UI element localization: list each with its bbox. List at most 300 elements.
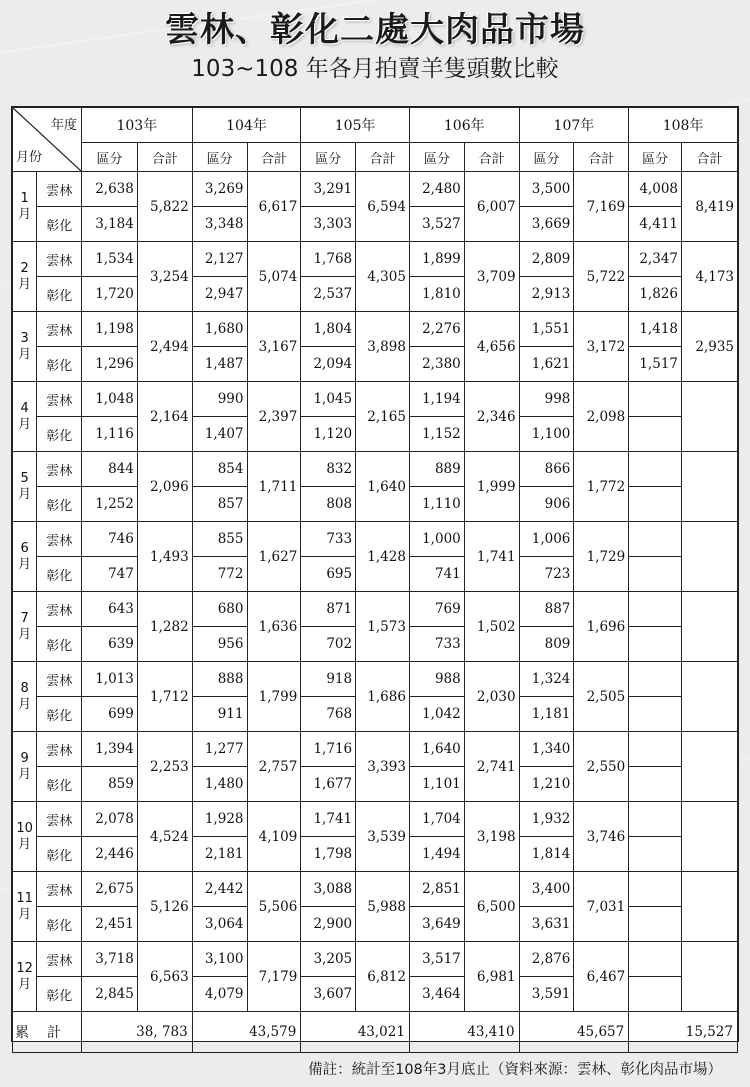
region-label: 彰化	[37, 697, 82, 732]
changhua-count: 2,094	[301, 347, 356, 382]
changhua-count: 1,296	[82, 347, 138, 382]
yunlin-count: 2,851	[409, 872, 464, 907]
corner-header	[13, 108, 82, 172]
changhua-count: 747	[82, 557, 138, 592]
month-total: 2,096	[137, 452, 192, 522]
changhua-count: 857	[192, 487, 247, 522]
month-total: 2,741	[464, 732, 519, 802]
month-total: 2,164	[137, 382, 192, 452]
month-total: 5,074	[247, 242, 301, 312]
changhua-count	[629, 487, 682, 522]
region-label: 雲林	[37, 382, 82, 417]
changhua-count: 1,677	[301, 767, 356, 802]
region-label: 彰化	[37, 837, 82, 872]
table-row	[13, 452, 738, 487]
yunlin-count: 1,680	[192, 312, 247, 347]
month-total: 5,722	[574, 242, 629, 312]
month-number: 3	[20, 330, 29, 346]
changhua-count: 3,607	[301, 977, 356, 1012]
month-total: 6,812	[356, 942, 410, 1012]
changhua-count: 1,798	[301, 837, 356, 872]
month-total	[682, 592, 738, 662]
month-label	[13, 172, 37, 242]
month-total: 5,506	[247, 872, 301, 942]
changhua-count: 1,407	[192, 417, 247, 452]
month-total: 6,007	[464, 172, 519, 242]
table-row	[13, 242, 738, 277]
changhua-count: 3,631	[519, 907, 574, 942]
month-suffix: 月	[18, 906, 32, 922]
yunlin-count: 2,480	[409, 172, 464, 207]
region-label: 彰化	[37, 277, 82, 312]
yunlin-count: 3,517	[409, 942, 464, 977]
month-total: 1,799	[247, 662, 301, 732]
month-label	[13, 942, 37, 1012]
month-total: 6,594	[356, 172, 410, 242]
yunlin-count: 1,394	[82, 732, 138, 767]
month-total: 1,573	[356, 592, 410, 662]
changhua-count	[629, 907, 682, 942]
month-label	[13, 452, 37, 522]
month-number: 4	[20, 400, 29, 416]
month-total: 3,746	[574, 802, 629, 872]
region-column-header: 區分	[409, 143, 464, 172]
changhua-count: 1,181	[519, 697, 574, 732]
month-total: 7,031	[574, 872, 629, 942]
month-total: 6,500	[464, 872, 519, 942]
yunlin-count: 1,418	[629, 312, 682, 347]
month-total: 3,172	[574, 312, 629, 382]
sheep-auction-table	[12, 107, 738, 1053]
yunlin-count: 998	[519, 382, 574, 417]
grand-total-value: 38, 783	[82, 1012, 193, 1053]
yunlin-count: 2,078	[82, 802, 138, 837]
month-number: 8	[20, 680, 29, 696]
changhua-count: 3,669	[519, 207, 574, 242]
page-subtitle: 103~108 年各月拍賣羊隻頭數比較	[191, 56, 559, 82]
changhua-count: 1,120	[301, 417, 356, 452]
yunlin-count: 1,768	[301, 242, 356, 277]
month-label	[13, 382, 37, 452]
month-axis-label: 月份	[16, 150, 43, 165]
region-label: 彰化	[37, 907, 82, 942]
month-total: 6,617	[247, 172, 301, 242]
month-total: 3,393	[356, 732, 410, 802]
changhua-count: 772	[192, 557, 247, 592]
month-total: 1,696	[574, 592, 629, 662]
data-table-container	[11, 106, 739, 1042]
yunlin-count: 3,205	[301, 942, 356, 977]
yunlin-count: 3,269	[192, 172, 247, 207]
yunlin-count: 889	[409, 452, 464, 487]
changhua-count	[629, 837, 682, 872]
month-total	[682, 942, 738, 1012]
yunlin-count: 746	[82, 522, 138, 557]
month-label	[13, 522, 37, 592]
month-total: 1,999	[464, 452, 519, 522]
region-label: 彰化	[37, 347, 82, 382]
yunlin-count: 3,088	[301, 872, 356, 907]
changhua-count	[629, 767, 682, 802]
yunlin-count: 844	[82, 452, 138, 487]
year-header: 106年	[409, 108, 519, 143]
changhua-count: 3,649	[409, 907, 464, 942]
changhua-count: 1,210	[519, 767, 574, 802]
month-label	[13, 592, 37, 662]
changhua-count: 741	[409, 557, 464, 592]
yunlin-count: 988	[409, 662, 464, 697]
changhua-count: 1,110	[409, 487, 464, 522]
total-column-header: 合計	[356, 143, 410, 172]
month-suffix: 月	[18, 486, 32, 502]
month-total: 7,169	[574, 172, 629, 242]
yunlin-count: 1,928	[192, 802, 247, 837]
month-total: 4,109	[247, 802, 301, 872]
month-total: 2,165	[356, 382, 410, 452]
month-total: 4,524	[137, 802, 192, 872]
month-total: 2,397	[247, 382, 301, 452]
yunlin-count: 769	[409, 592, 464, 627]
yunlin-count: 2,876	[519, 942, 574, 977]
month-total: 6,563	[137, 942, 192, 1012]
year-header: 103年	[82, 108, 193, 143]
changhua-count: 1,152	[409, 417, 464, 452]
month-total: 1,282	[137, 592, 192, 662]
total-column-header: 合計	[247, 143, 301, 172]
month-label	[13, 732, 37, 802]
month-total	[682, 802, 738, 872]
changhua-count: 1,116	[82, 417, 138, 452]
month-number: 11	[16, 890, 33, 906]
yunlin-count: 3,500	[519, 172, 574, 207]
month-total	[682, 872, 738, 942]
changhua-count: 2,845	[82, 977, 138, 1012]
month-number: 5	[20, 470, 29, 486]
changhua-count: 3,303	[301, 207, 356, 242]
grand-total-value: 43,410	[409, 1012, 519, 1053]
year-header: 104年	[192, 108, 301, 143]
changhua-count: 1,494	[409, 837, 464, 872]
month-total	[682, 522, 738, 592]
total-column-header: 合計	[682, 143, 738, 172]
month-total: 2,505	[574, 662, 629, 732]
region-label: 彰化	[37, 417, 82, 452]
yunlin-count: 1,277	[192, 732, 247, 767]
table-row	[13, 172, 738, 207]
month-label	[13, 802, 37, 872]
yunlin-count: 871	[301, 592, 356, 627]
yunlin-count: 1,198	[82, 312, 138, 347]
changhua-count: 1,814	[519, 837, 574, 872]
month-total: 1,493	[137, 522, 192, 592]
yunlin-count	[629, 872, 682, 907]
month-total: 1,636	[247, 592, 301, 662]
table-row	[13, 802, 738, 837]
region-label: 雲林	[37, 312, 82, 347]
changhua-count: 1,042	[409, 697, 464, 732]
month-total: 1,712	[137, 662, 192, 732]
total-column-header: 合計	[464, 143, 519, 172]
month-total: 3,198	[464, 802, 519, 872]
grand-total-label: 累計	[13, 1012, 82, 1053]
total-column-header: 合計	[574, 143, 629, 172]
month-total: 1,772	[574, 452, 629, 522]
yunlin-count: 2,276	[409, 312, 464, 347]
month-total: 1,640	[356, 452, 410, 522]
yunlin-count: 854	[192, 452, 247, 487]
changhua-count	[629, 417, 682, 452]
changhua-count: 2,451	[82, 907, 138, 942]
region-label: 彰化	[37, 207, 82, 242]
changhua-count: 695	[301, 557, 356, 592]
month-total: 2,494	[137, 312, 192, 382]
changhua-count: 1,101	[409, 767, 464, 802]
changhua-count: 1,252	[82, 487, 138, 522]
changhua-count: 4,411	[629, 207, 682, 242]
region-column-header: 區分	[301, 143, 356, 172]
yunlin-count: 1,804	[301, 312, 356, 347]
changhua-count: 3,591	[519, 977, 574, 1012]
yunlin-count	[629, 662, 682, 697]
changhua-count: 1,810	[409, 277, 464, 312]
grand-total-value: 43,579	[192, 1012, 301, 1053]
yunlin-count: 1,048	[82, 382, 138, 417]
region-label: 雲林	[37, 802, 82, 837]
table-row	[13, 872, 738, 907]
month-suffix: 月	[18, 836, 32, 852]
region-label: 雲林	[37, 522, 82, 557]
month-suffix: 月	[18, 696, 32, 712]
changhua-count: 2,537	[301, 277, 356, 312]
changhua-count: 2,900	[301, 907, 356, 942]
changhua-count: 809	[519, 627, 574, 662]
yunlin-count: 1,006	[519, 522, 574, 557]
month-suffix: 月	[18, 276, 32, 292]
month-total: 2,550	[574, 732, 629, 802]
changhua-count: 911	[192, 697, 247, 732]
region-label: 彰化	[37, 977, 82, 1012]
yunlin-count: 990	[192, 382, 247, 417]
grand-total-value: 43,021	[301, 1012, 410, 1053]
month-total: 7,179	[247, 942, 301, 1012]
yunlin-count: 1,899	[409, 242, 464, 277]
region-label: 雲林	[37, 732, 82, 767]
month-total: 2,346	[464, 382, 519, 452]
yunlin-count: 733	[301, 522, 356, 557]
month-total: 6,467	[574, 942, 629, 1012]
yunlin-count: 1,640	[409, 732, 464, 767]
changhua-count: 768	[301, 697, 356, 732]
changhua-count: 723	[519, 557, 574, 592]
changhua-count: 906	[519, 487, 574, 522]
yunlin-count: 2,675	[82, 872, 138, 907]
region-label: 彰化	[37, 767, 82, 802]
changhua-count: 702	[301, 627, 356, 662]
yunlin-count: 866	[519, 452, 574, 487]
month-label	[13, 312, 37, 382]
month-number: 1	[20, 190, 29, 206]
region-label: 雲林	[37, 592, 82, 627]
table-row	[13, 732, 738, 767]
month-number: 2	[20, 260, 29, 276]
region-label: 雲林	[37, 242, 82, 277]
month-suffix: 月	[18, 206, 32, 222]
yunlin-count: 918	[301, 662, 356, 697]
yunlin-count: 2,347	[629, 242, 682, 277]
yunlin-count: 4,008	[629, 172, 682, 207]
total-column-header: 合計	[137, 143, 192, 172]
yunlin-count: 2,442	[192, 872, 247, 907]
yunlin-count: 1,534	[82, 242, 138, 277]
changhua-count: 639	[82, 627, 138, 662]
yunlin-count: 1,932	[519, 802, 574, 837]
changhua-count: 1,100	[519, 417, 574, 452]
month-total: 1,428	[356, 522, 410, 592]
yunlin-count: 1,013	[82, 662, 138, 697]
month-total: 1,741	[464, 522, 519, 592]
month-suffix: 月	[18, 626, 32, 642]
month-suffix: 月	[18, 556, 32, 572]
changhua-count	[629, 557, 682, 592]
changhua-count: 808	[301, 487, 356, 522]
changhua-count: 3,184	[82, 207, 138, 242]
yunlin-count: 887	[519, 592, 574, 627]
yunlin-count: 3,718	[82, 942, 138, 977]
changhua-count	[629, 977, 682, 1012]
month-total: 3,254	[137, 242, 192, 312]
yunlin-count	[629, 522, 682, 557]
region-label: 彰化	[37, 487, 82, 522]
yunlin-count: 1,551	[519, 312, 574, 347]
month-number: 7	[20, 610, 29, 626]
changhua-count: 2,380	[409, 347, 464, 382]
yunlin-count	[629, 732, 682, 767]
yunlin-count: 2,638	[82, 172, 138, 207]
changhua-count: 1,621	[519, 347, 574, 382]
yunlin-count	[629, 592, 682, 627]
month-total	[682, 732, 738, 802]
region-label: 雲林	[37, 452, 82, 487]
month-total: 5,822	[137, 172, 192, 242]
yunlin-count: 3,100	[192, 942, 247, 977]
region-label: 雲林	[37, 942, 82, 977]
region-label: 彰化	[37, 627, 82, 662]
month-suffix: 月	[18, 346, 32, 362]
footnote: 備註：統計至108年3月底止（資料來源：雲林、彰化肉品市場）	[308, 1062, 722, 1078]
changhua-count: 4,079	[192, 977, 247, 1012]
month-total: 5,126	[137, 872, 192, 942]
region-label: 彰化	[37, 557, 82, 592]
month-total: 3,898	[356, 312, 410, 382]
month-total	[682, 382, 738, 452]
region-column-header: 區分	[629, 143, 682, 172]
region-label: 雲林	[37, 872, 82, 907]
changhua-count: 2,947	[192, 277, 247, 312]
yunlin-count: 643	[82, 592, 138, 627]
region-column-header: 區分	[519, 143, 574, 172]
yunlin-count: 1,704	[409, 802, 464, 837]
month-label	[13, 242, 37, 312]
grand-total-value: 15,527	[629, 1012, 738, 1053]
region-label: 雲林	[37, 172, 82, 207]
month-total: 6,981	[464, 942, 519, 1012]
month-number: 6	[20, 540, 29, 556]
month-number: 9	[20, 750, 29, 766]
yunlin-count	[629, 452, 682, 487]
changhua-count: 2,446	[82, 837, 138, 872]
table-row	[13, 382, 738, 417]
changhua-count: 3,464	[409, 977, 464, 1012]
changhua-count: 699	[82, 697, 138, 732]
changhua-count: 1,826	[629, 277, 682, 312]
changhua-count: 956	[192, 627, 247, 662]
month-total: 1,729	[574, 522, 629, 592]
changhua-count: 733	[409, 627, 464, 662]
month-total: 2,253	[137, 732, 192, 802]
month-suffix: 月	[18, 976, 32, 992]
yunlin-count: 1,000	[409, 522, 464, 557]
changhua-count: 1,487	[192, 347, 247, 382]
month-total: 5,988	[356, 872, 410, 942]
changhua-count: 859	[82, 767, 138, 802]
month-total	[682, 662, 738, 732]
year-header: 108年	[629, 108, 738, 143]
month-total: 3,167	[247, 312, 301, 382]
month-total	[682, 452, 738, 522]
yunlin-count: 3,400	[519, 872, 574, 907]
changhua-count: 3,064	[192, 907, 247, 942]
month-label	[13, 662, 37, 732]
month-total: 1,711	[247, 452, 301, 522]
yunlin-count: 832	[301, 452, 356, 487]
yunlin-count: 888	[192, 662, 247, 697]
yunlin-count	[629, 942, 682, 977]
table-row	[13, 942, 738, 977]
grand-total-value: 45,657	[519, 1012, 629, 1053]
changhua-count: 1,517	[629, 347, 682, 382]
changhua-count: 2,913	[519, 277, 574, 312]
yunlin-count: 1,716	[301, 732, 356, 767]
month-total: 3,539	[356, 802, 410, 872]
yunlin-count: 2,809	[519, 242, 574, 277]
region-column-header: 區分	[82, 143, 138, 172]
year-header: 105年	[301, 108, 410, 143]
month-total: 4,305	[356, 242, 410, 312]
month-total: 8,419	[682, 172, 738, 242]
changhua-count	[629, 697, 682, 732]
month-suffix: 月	[18, 416, 32, 432]
month-total: 2,030	[464, 662, 519, 732]
page-header	[0, 8, 750, 84]
changhua-count	[629, 627, 682, 662]
month-number: 10	[16, 820, 33, 836]
yunlin-count	[629, 802, 682, 837]
yunlin-count: 1,324	[519, 662, 574, 697]
yunlin-count: 3,291	[301, 172, 356, 207]
table-row	[13, 522, 738, 557]
month-total: 2,935	[682, 312, 738, 382]
yunlin-count: 1,340	[519, 732, 574, 767]
yunlin-count: 1,741	[301, 802, 356, 837]
table-row	[13, 312, 738, 347]
page-title: 雲林、彰化二處大肉品市場	[165, 10, 585, 50]
yunlin-count: 2,127	[192, 242, 247, 277]
yunlin-count: 855	[192, 522, 247, 557]
yunlin-count	[629, 382, 682, 417]
month-total: 2,098	[574, 382, 629, 452]
month-total: 1,627	[247, 522, 301, 592]
month-total: 1,686	[356, 662, 410, 732]
